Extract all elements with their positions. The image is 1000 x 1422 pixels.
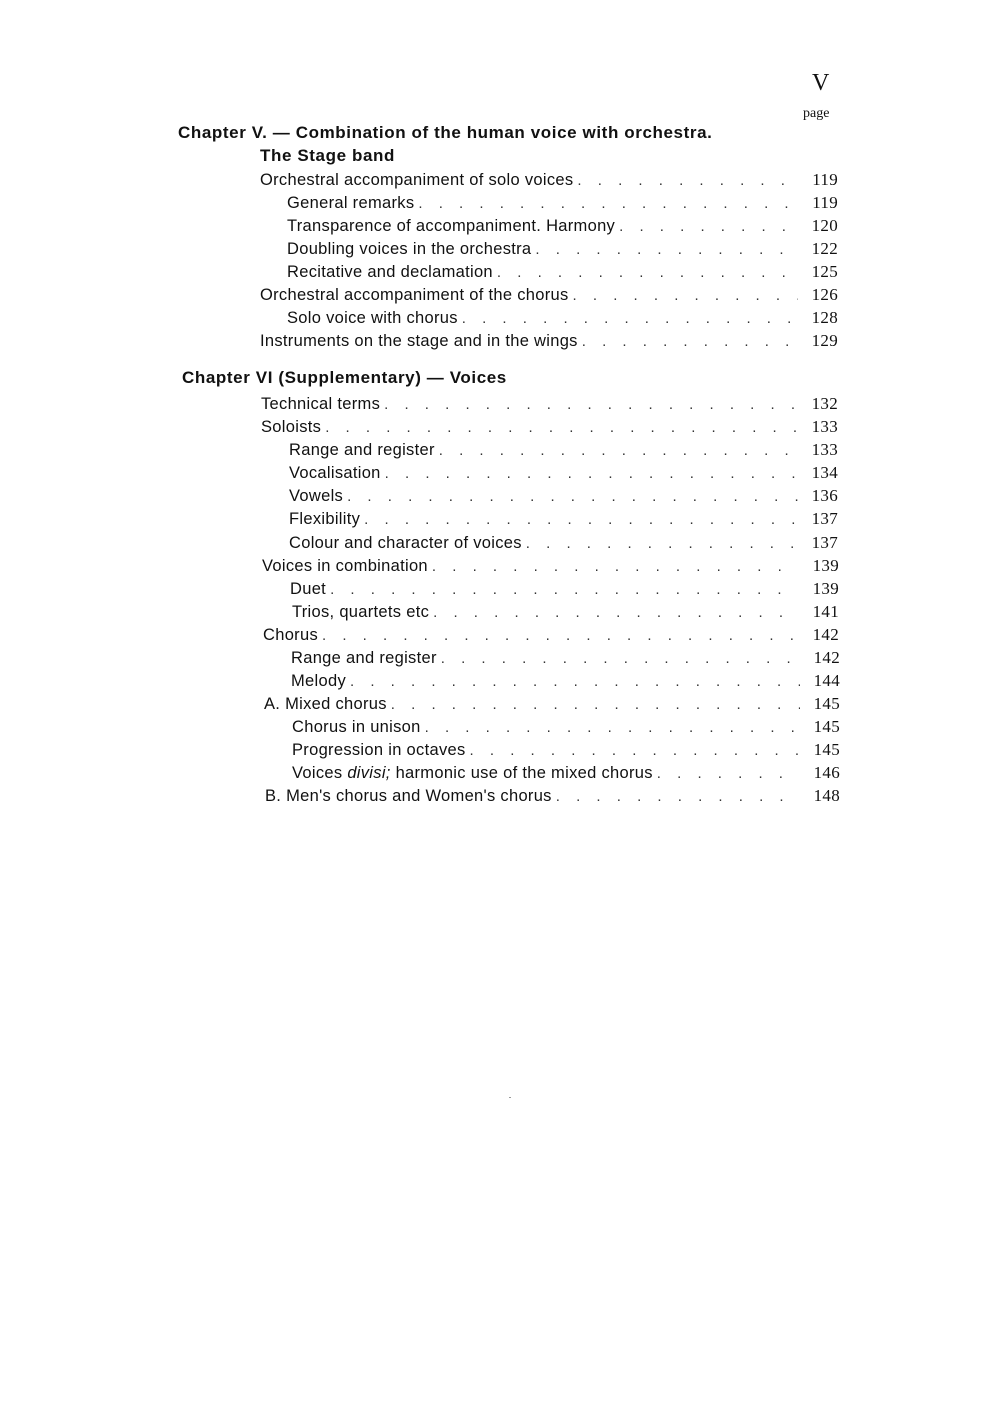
- toc-entry: [261, 417, 838, 439]
- toc-entry: [260, 170, 838, 192]
- toc-entry: [260, 285, 838, 307]
- toc-entry-page: 126: [811, 285, 838, 304]
- dot-leader: [364, 511, 798, 528]
- toc-entry-page: 137: [811, 533, 838, 552]
- toc-entry: [292, 602, 839, 624]
- dot-leader: [497, 264, 798, 281]
- dot-leader: [535, 241, 798, 258]
- toc-entry-page: 133: [811, 440, 838, 459]
- toc-entry-label: Range and register: [291, 649, 437, 667]
- dot-leader: [418, 195, 798, 212]
- toc-entry: [289, 509, 838, 531]
- toc-entry-label-italic: divisi;: [347, 764, 391, 782]
- toc-entry: [289, 533, 838, 555]
- dot-leader: [439, 442, 798, 459]
- toc-entry: [287, 216, 838, 238]
- toc-entry-label: Orchestral accompaniment of solo voices: [260, 171, 574, 189]
- dot-leader: [347, 488, 798, 505]
- toc-entry-label: Technical terms: [261, 395, 381, 413]
- toc-entry-page: 142: [813, 648, 840, 667]
- toc-entry-page: 133: [811, 417, 838, 436]
- toc-entry: [262, 556, 839, 578]
- toc-entry-label: Chorus in unison: [292, 718, 421, 736]
- toc-entry: [263, 625, 839, 647]
- toc-entry-page: 119: [812, 170, 838, 189]
- toc-entry-label-end: harmonic use of the mixed chorus: [395, 764, 653, 782]
- toc-entry-page: 134: [811, 463, 838, 482]
- toc-entry-label: Range and register: [289, 441, 435, 459]
- toc-entry: [292, 740, 840, 762]
- toc-entry-label: Instruments on the stage and in the wings: [260, 332, 578, 350]
- toc-entry-label: Doubling voices in the orchestra: [287, 240, 532, 258]
- toc-entry: [292, 763, 840, 785]
- toc-entry-page: 120: [811, 216, 838, 235]
- toc-entry: [287, 308, 838, 330]
- toc-entry-page: 129: [811, 331, 838, 350]
- toc-entry: [287, 239, 838, 261]
- toc-entry-label: Duet: [290, 580, 327, 598]
- toc-entry: [264, 694, 840, 716]
- toc-entry-page: 144: [813, 671, 840, 690]
- dot-leader: [657, 765, 800, 782]
- toc-entry-label: A. Mixed chorus: [264, 695, 387, 713]
- toc-entry-page: 145: [813, 740, 840, 759]
- toc-entry-label: Solo voice with chorus: [287, 309, 458, 327]
- dot-leader: [470, 742, 800, 759]
- toc-entry-label: Vocalisation: [289, 464, 381, 482]
- toc-entry-page: 125: [811, 262, 838, 281]
- toc-entry: [290, 579, 839, 601]
- toc-entry-label: General remarks: [287, 194, 415, 212]
- toc-entry-label: Progression in octaves: [292, 741, 466, 759]
- toc-entry-label: Vowels: [289, 487, 344, 505]
- toc-entry-page: 122: [811, 239, 838, 258]
- toc-entry: [289, 463, 838, 485]
- dot-leader: [350, 673, 800, 690]
- toc-entry-label: [292, 764, 657, 783]
- toc-entry-label: Transparence of accompaniment. Harmony: [287, 217, 616, 235]
- dot-leader: [441, 650, 800, 667]
- page-column-label: page: [803, 106, 830, 121]
- toc-entry-label: Flexibility: [289, 510, 361, 528]
- dot-leader: [433, 604, 799, 621]
- toc-entry-label: Voices in combination: [262, 557, 428, 575]
- chapter-v-title: Chapter V. — Combination of the human voice with orchestra.: [178, 123, 713, 142]
- toc-entry-page: 141: [812, 602, 839, 621]
- dot-leader: [330, 581, 799, 598]
- dot-leader: [573, 287, 798, 304]
- dot-leader: [619, 218, 798, 235]
- toc-entry-page: 148: [813, 786, 840, 805]
- toc-entry-page: 128: [811, 308, 838, 327]
- toc-entry-label: Soloists: [261, 418, 322, 436]
- toc-entry-page: 146: [813, 763, 840, 782]
- dot-leader: [582, 333, 798, 350]
- dot-leader: [462, 310, 798, 327]
- toc-entry-label: Orchestral accompaniment of the chorus: [260, 286, 569, 304]
- dot-leader: [384, 396, 798, 413]
- dot-leader: [322, 627, 799, 644]
- toc-entry: [292, 717, 840, 739]
- toc-entry-page: 137: [811, 509, 838, 528]
- page-number: V: [812, 70, 830, 96]
- toc-entry-page: 136: [811, 486, 838, 505]
- toc-entry-label: Colour and character of voices: [289, 534, 522, 552]
- chapter-v-subtitle: The Stage band: [260, 146, 395, 165]
- toc-entry-label: B. Men's chorus and Women's chorus: [265, 787, 552, 805]
- dot-leader: [325, 419, 798, 436]
- toc-entry-page: 119: [812, 193, 838, 212]
- toc-entry: [265, 786, 840, 808]
- dot-leader: [526, 535, 798, 552]
- scan-speck: [509, 1097, 511, 1098]
- dot-leader: [432, 558, 799, 575]
- dot-leader: [556, 788, 800, 805]
- toc-entry-label: Melody: [291, 672, 346, 690]
- toc-entry: [289, 440, 838, 462]
- toc-entry-label: Recitative and declamation: [287, 263, 493, 281]
- toc-entry: [260, 331, 838, 353]
- toc-entry-page: 139: [812, 579, 839, 598]
- toc-entry-page: 142: [812, 625, 839, 644]
- toc-entry-label: Chorus: [263, 626, 318, 644]
- toc-entry-page: 139: [812, 556, 839, 575]
- toc-entry: [291, 648, 840, 670]
- toc-entry: [289, 486, 838, 508]
- toc-entry: [261, 394, 838, 416]
- toc-entry-label-start: Voices: [292, 764, 343, 782]
- toc-entry: [287, 193, 838, 215]
- chapter-vi-title: Chapter VI (Supplementary) — Voices: [182, 368, 507, 387]
- toc-entry: [291, 671, 840, 693]
- toc-entry-label: Trios, quartets etc: [292, 603, 430, 621]
- toc-entry-page: 132: [811, 394, 838, 413]
- dot-leader: [391, 696, 800, 713]
- toc-entry: [287, 262, 838, 284]
- dot-leader: [385, 465, 798, 482]
- dot-leader: [425, 719, 800, 736]
- toc-entry-page: 145: [813, 717, 840, 736]
- toc-entry-page: 145: [813, 694, 840, 713]
- dot-leader: [577, 172, 798, 189]
